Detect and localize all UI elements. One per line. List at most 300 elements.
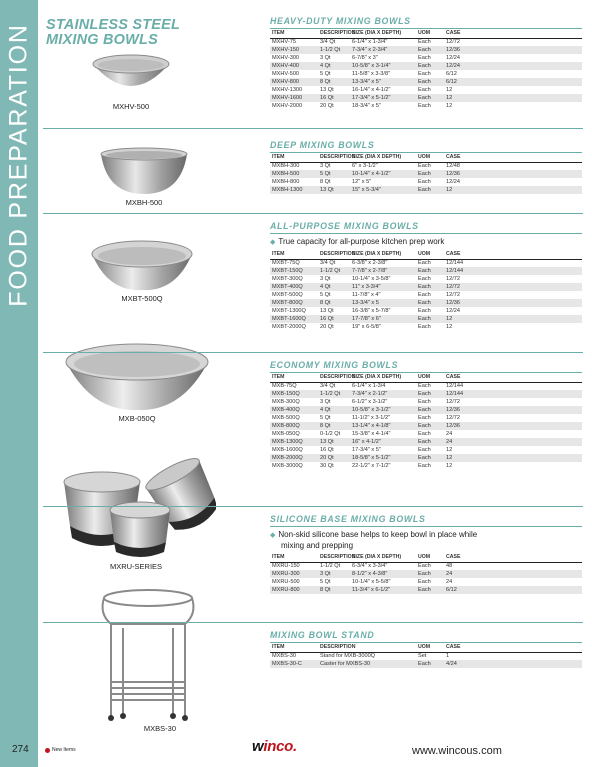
column-header: UOM	[416, 643, 444, 652]
column-header: CASE	[444, 643, 474, 652]
table-row	[270, 562, 582, 570]
column-header: DESCRIPTION	[318, 643, 414, 652]
table-cell: 13 Qt	[320, 87, 334, 93]
section-title: SILICONE BASE MIXING BOWLS	[270, 514, 582, 527]
table-body	[270, 382, 582, 470]
column-header: DESCRIPTION	[320, 30, 356, 37]
table-cell: 1	[446, 653, 450, 660]
section-note	[270, 527, 582, 553]
table-cell: Each	[416, 422, 444, 430]
table-cell: 12/36	[444, 422, 474, 430]
table-cell: MXBT-1600Q	[270, 315, 318, 323]
table-row	[270, 170, 582, 178]
table-cell: 12	[444, 186, 474, 194]
section-note-text: mixing and prepping	[281, 541, 354, 550]
table-cell: MXB-500Q	[272, 415, 300, 421]
table-cell: MXB-2000Q	[270, 454, 318, 462]
table-cell: MXHV-150	[270, 46, 318, 54]
table-cell: MXBT-75Q	[272, 260, 300, 267]
table-row	[270, 454, 582, 462]
table-row	[270, 382, 582, 390]
table-cell: MXHV-1300	[272, 87, 303, 93]
table-cell: 10-1/4" x 3-5/8"	[352, 276, 391, 282]
table-cell: Each	[418, 71, 431, 77]
table-cell: 48	[446, 563, 453, 570]
table-cell: Each	[416, 62, 444, 70]
table-cell: 12/72	[446, 399, 460, 405]
table-row	[270, 390, 582, 398]
table-row	[270, 462, 582, 470]
diamond-bullet-icon: ◆	[270, 532, 276, 539]
table-cell: 12/48	[446, 163, 460, 170]
table-cell: 16-1/4" x 4-1/2"	[352, 87, 391, 93]
table-cell: Each	[418, 463, 431, 469]
table-row	[270, 70, 582, 78]
table-cell: Caster for MXBS-30	[318, 660, 414, 668]
table-row	[270, 38, 582, 46]
table-cell: 30 Qt	[320, 463, 334, 469]
table-row	[270, 398, 582, 406]
spec-table	[270, 553, 582, 594]
table-cell: Each	[416, 315, 444, 323]
table-cell: 11" x 3-3/4"	[350, 283, 416, 291]
table-cell: MXB-150Q	[270, 390, 318, 398]
table-cell: 17-3/4" x 5-1/2"	[350, 94, 416, 102]
product-mxbs-30	[92, 584, 204, 733]
new-items-legend	[45, 747, 76, 753]
table-cell: Each	[418, 292, 431, 298]
column-header: ITEM	[270, 373, 318, 382]
table-cell: 12/36	[444, 299, 474, 307]
table-cell: 10-1/4" x 5-5/8"	[352, 579, 391, 585]
table-cell: 4 Qt	[318, 406, 350, 414]
table-cell: 15" x 5-3/4"	[350, 186, 416, 194]
table-cell: 8 Qt	[318, 586, 350, 594]
table-cell: 12/72	[446, 39, 460, 46]
table-cell: Each	[416, 438, 444, 446]
bowl-image-icon	[62, 340, 212, 412]
table-cell: 13 Qt	[318, 438, 350, 446]
table-cell: 10-1/4" x 4-1/2"	[350, 170, 416, 178]
column-header: DESCRIPTION	[320, 374, 356, 381]
table-cell: MXHV-500	[272, 71, 300, 77]
table-cell: 12/72	[444, 283, 474, 291]
table-cell: 0-1/2 Qt	[320, 431, 341, 437]
product-label: MXBT-500Q	[121, 294, 163, 303]
table-cell: 1-1/2 Qt	[320, 563, 341, 570]
table-row	[270, 275, 582, 283]
table-cell: 12/144	[444, 390, 474, 398]
table-cell: 16-3/8" x 5-7/8"	[352, 308, 391, 314]
column-header: CASE	[444, 250, 474, 259]
product-label: MXBS-30	[143, 724, 176, 733]
table-cell: 16 Qt	[318, 94, 350, 102]
section-title: ALL-PURPOSE MIXING BOWLS	[270, 221, 582, 234]
table-body	[270, 162, 582, 194]
table-row	[270, 162, 582, 170]
table-cell: 3 Qt	[320, 55, 331, 61]
section-divider	[43, 128, 583, 129]
column-header: DESCRIPTION	[320, 251, 356, 258]
table-cell: 16" x 4-1/2"	[350, 438, 416, 446]
spec-table	[270, 643, 582, 668]
table-cell: Each	[418, 415, 431, 421]
section-note-text: Non-skid silicone base helps to keep bowl in place while	[278, 530, 478, 539]
table-cell: 12/144	[446, 383, 464, 390]
table-cell: 4 Qt	[318, 62, 350, 70]
table-cell: 8-1/2" x 4-3/8"	[350, 570, 416, 578]
table-row	[270, 406, 582, 414]
table-cell: Each	[416, 406, 444, 414]
section-title: HEAVY-DUTY MIXING BOWLS	[270, 16, 582, 29]
table-cell: 12/144	[444, 267, 474, 275]
table-cell: 7-3/4" x 2-1/2"	[350, 390, 416, 398]
table-row	[270, 323, 582, 331]
new-item-dot-icon	[45, 748, 50, 753]
table-cell: MXBH-300	[272, 163, 300, 170]
table-cell: Each	[418, 324, 431, 330]
table-cell: 7-7/8" x 2-7/8"	[350, 267, 416, 275]
table-cell: 18-3/4" x 5"	[352, 103, 381, 109]
spec-table	[270, 29, 582, 110]
table-cell: 5 Qt	[320, 415, 331, 421]
table-cell: Each	[416, 660, 444, 668]
table-cell: 3 Qt	[320, 399, 331, 405]
table-cell: 3/4 Qt	[320, 383, 336, 390]
bowl-image-icon	[90, 52, 172, 100]
table-cell: Each	[418, 579, 431, 585]
table-cell: 7-3/4" x 2-3/4"	[350, 46, 416, 54]
section-title: ECONOMY MIXING BOWLS	[270, 360, 582, 373]
table-cell: 6/12	[446, 71, 457, 77]
table-cell: 11-5/8" x 3-3/8"	[352, 71, 391, 77]
table-cell: Each	[418, 431, 431, 437]
table-row	[270, 307, 582, 315]
table-header-row	[270, 153, 582, 162]
table-cell: MXBT-300Q	[272, 276, 303, 282]
page-title-line-1: STAINLESS STEEL	[46, 17, 181, 33]
table-cell: Each	[416, 186, 444, 194]
table-cell: 15-3/8" x 4-1/4"	[352, 431, 391, 437]
table-cell: 17-7/8" x 6"	[350, 315, 416, 323]
page-number: 274	[12, 744, 29, 755]
table-cell: Each	[416, 170, 444, 178]
table-cell: 5 Qt	[320, 579, 331, 585]
table-cell: 3 Qt	[320, 163, 331, 170]
table-cell: Each	[418, 103, 431, 109]
table-cell: Each	[416, 283, 444, 291]
table-row	[270, 186, 582, 194]
table-cell: 19" x 6-5/8"	[352, 324, 381, 330]
table-row	[270, 414, 582, 422]
website-link[interactable]: www.wincous.com	[412, 745, 502, 757]
column-header: CASE	[444, 373, 474, 382]
table-cell: 12	[446, 87, 453, 93]
table-cell: 12/24	[446, 179, 460, 185]
column-header: DESCRIPTION	[320, 154, 356, 161]
column-header: UOM	[416, 29, 444, 38]
sidebar-label: FOOD PREPARATION	[4, 23, 33, 307]
table-cell: MXB-1300Q	[270, 438, 318, 446]
table-row	[270, 54, 582, 62]
table-cell: 13 Qt	[320, 308, 334, 314]
table-cell: 1-1/2 Qt	[318, 390, 350, 398]
table-cell: 11-7/8" x 4"	[352, 292, 381, 298]
column-header: SIZE (DIA X DEPTH)	[350, 553, 416, 562]
column-header: CASE	[444, 29, 474, 38]
table-row	[270, 430, 582, 438]
table-cell: MXRU-300	[270, 570, 318, 578]
table-cell: 12	[446, 324, 453, 330]
product-mxbh-500	[96, 146, 192, 207]
table-cell: MXHV-300	[272, 55, 300, 61]
section-silicone-base	[270, 514, 582, 594]
table-cell: MXHV-400	[270, 62, 318, 70]
table-cell: 3/4 Qt	[320, 260, 336, 267]
table-cell: 16 Qt	[320, 447, 334, 453]
table-cell: 17-3/4" x 5"	[352, 447, 381, 453]
table-cell: 20 Qt	[320, 324, 334, 330]
table-cell: 1-1/2 Qt	[318, 267, 350, 275]
product-label: MXRU-SERIES	[109, 562, 163, 571]
table-cell: 6-7/8" x 3"	[352, 55, 378, 61]
column-header: SIZE (DIA X DEPTH)	[350, 153, 416, 162]
table-cell: MXB-1600Q	[272, 447, 303, 453]
table-cell: MXHV-800	[270, 78, 318, 86]
table-cell: 10-5/8" x 3-1/4"	[350, 62, 416, 70]
table-cell: MXBT-400Q	[270, 283, 318, 291]
table-header-row	[270, 373, 582, 382]
table-cell: 3 Qt	[318, 570, 350, 578]
table-cell: MXB-300Q	[272, 399, 300, 405]
section-title: DEEP MIXING BOWLS	[270, 140, 582, 153]
table-cell: MXB-75Q	[272, 383, 297, 390]
table-cell: 20 Qt	[320, 103, 334, 109]
table-cell: 12/24	[446, 55, 460, 61]
table-cell: MXRU-150	[272, 563, 300, 570]
table-cell: MXBS-30-C	[270, 660, 318, 668]
column-header: CASE	[444, 553, 474, 562]
column-header: ITEM	[270, 643, 318, 652]
bowl-image-icon	[88, 238, 196, 292]
table-header-row	[270, 250, 582, 259]
table-cell: Stand for MXB-3000Q	[320, 653, 376, 660]
table-header-row	[270, 29, 582, 38]
table-cell: MXRU-500	[272, 579, 300, 585]
table-cell: MXBT-1300Q	[272, 308, 306, 314]
table-cell: 12	[444, 94, 474, 102]
column-header: CASE	[444, 153, 474, 162]
table-cell: 6/12	[444, 78, 474, 86]
sidebar	[0, 0, 38, 767]
table-cell: 12/72	[446, 415, 460, 421]
table-row	[270, 62, 582, 70]
column-header: ITEM	[270, 553, 318, 562]
table-cell: MXBT-500Q	[272, 292, 303, 298]
table-cell: 8 Qt	[318, 78, 350, 86]
table-cell: 13-3/4" x 5	[350, 299, 416, 307]
table-cell: MXBT-2000Q	[272, 324, 306, 330]
table-cell: MXRU-800	[270, 586, 318, 594]
table-cell: Each	[418, 276, 431, 282]
table-row	[270, 178, 582, 186]
page-title-line-2: MIXING BOWLS	[46, 32, 158, 48]
table-cell: MXBT-150Q	[270, 267, 318, 275]
section-stand	[270, 630, 582, 668]
table-row	[270, 102, 582, 110]
table-row	[270, 570, 582, 578]
table-cell: Each	[418, 563, 431, 570]
table-cell: MXB-400Q	[270, 406, 318, 414]
table-row	[270, 578, 582, 586]
product-label: MXBH-500	[125, 198, 163, 207]
table-cell: 12	[444, 315, 474, 323]
table-row	[270, 652, 582, 660]
table-cell: Each	[418, 87, 431, 93]
column-header: SIZE (DIA X DEPTH)	[350, 29, 416, 38]
table-cell: 22-1/2" x 7-1/2"	[352, 463, 391, 469]
section-divider	[43, 352, 583, 353]
column-header: ITEM	[270, 153, 318, 162]
table-cell: 20 Qt	[318, 454, 350, 462]
table-cell: 5 Qt	[318, 170, 350, 178]
product-mxru-series	[56, 452, 216, 571]
table-cell: 12" x 5"	[352, 179, 372, 185]
table-cell: 6-1/4" x 1-3/4	[352, 383, 386, 390]
table-cell: Set	[418, 653, 427, 660]
spec-table	[270, 250, 582, 331]
table-cell: 4/24	[444, 660, 474, 668]
table-cell: 6" x 3-1/2"	[352, 163, 378, 170]
table-cell: MXBH-800	[272, 179, 300, 185]
table-cell: 8 Qt	[320, 179, 331, 185]
table-cell: 24	[444, 570, 474, 578]
table-cell: 12	[446, 447, 453, 453]
table-cell: 3 Qt	[320, 276, 331, 282]
table-cell: Each	[416, 299, 444, 307]
table-row	[270, 267, 582, 275]
diamond-bullet-icon: ◆	[270, 239, 276, 246]
column-header: ITEM	[270, 250, 318, 259]
table-row	[270, 78, 582, 86]
product-mxhv-500	[86, 52, 176, 111]
table-cell: Each	[416, 390, 444, 398]
table-cell: 8 Qt	[318, 422, 350, 430]
table-cell: 5 Qt	[320, 71, 331, 77]
section-divider	[43, 506, 583, 507]
logo-w: w	[252, 738, 264, 755]
table-cell: Each	[416, 570, 444, 578]
logo-suffix: .	[293, 738, 297, 755]
column-header: UOM	[416, 553, 444, 562]
table-cell: 6-3/8" x 2-3/8"	[352, 260, 388, 267]
table-cell: Each	[418, 447, 431, 453]
section-title: MIXING BOWL STAND	[270, 630, 582, 643]
table-cell: 6/12	[444, 586, 474, 594]
new-items-label: New Items	[52, 747, 76, 753]
table-body	[270, 38, 582, 110]
table-row	[270, 259, 582, 267]
page-title	[46, 18, 180, 48]
table-cell: MXB-800Q	[270, 422, 318, 430]
table-cell: 12/72	[446, 292, 460, 298]
section-note	[270, 234, 582, 250]
table-row	[270, 94, 582, 102]
table-cell: 12/36	[444, 170, 474, 178]
table-header-row	[270, 643, 582, 652]
table-cell: Each	[416, 586, 444, 594]
table-cell: 6-1/4" x 1-3/4"	[352, 39, 388, 46]
column-header: UOM	[416, 250, 444, 259]
table-cell: MXB-3000Q	[272, 463, 303, 469]
table-cell: 16 Qt	[318, 315, 350, 323]
spec-table	[270, 373, 582, 470]
table-cell: 12/144	[446, 260, 464, 267]
table-cell: 6-1/2" x 3-1/2"	[352, 399, 388, 405]
table-cell: MXB-050Q	[272, 431, 300, 437]
column-header: UOM	[416, 373, 444, 382]
table-cell: 24	[446, 579, 453, 585]
table-row	[270, 446, 582, 454]
winco-logo	[252, 738, 297, 755]
table-cell: 11-3/4" x 6-1/2"	[350, 586, 416, 594]
table-cell: 12	[446, 103, 453, 109]
column-header: ITEM	[270, 29, 318, 38]
table-cell: 5 Qt	[320, 292, 331, 298]
table-row	[270, 422, 582, 430]
table-cell: Each	[418, 39, 431, 46]
bowl-image-icon	[97, 146, 191, 196]
table-cell: Each	[416, 454, 444, 462]
table-cell: Each	[416, 94, 444, 102]
table-body	[270, 652, 582, 668]
stand-image-icon	[93, 584, 203, 722]
table-body	[270, 259, 582, 331]
table-cell: MXBH-500	[270, 170, 318, 178]
section-divider	[43, 622, 583, 623]
table-cell: 12	[446, 463, 453, 469]
table-cell: 1-1/2 Qt	[318, 46, 350, 54]
table-header-row	[270, 553, 582, 562]
logo-text: inco	[263, 738, 294, 755]
table-cell: Each	[418, 260, 431, 267]
table-cell: Each	[418, 55, 431, 61]
table-cell: 18-5/8" x 5-1/2"	[350, 454, 416, 462]
table-row	[270, 46, 582, 54]
product-label: MXHV-500	[112, 102, 150, 111]
table-cell: Each	[418, 179, 431, 185]
spec-table	[270, 153, 582, 194]
table-cell: 4 Qt	[318, 283, 350, 291]
table-cell: 13-3/4" x 5"	[350, 78, 416, 86]
table-row	[270, 86, 582, 94]
table-cell: 24	[444, 438, 474, 446]
table-cell: MXHV-75	[272, 39, 296, 46]
table-cell: 8 Qt	[318, 299, 350, 307]
product-label: MXB-050Q	[118, 414, 156, 423]
table-row	[270, 283, 582, 291]
table-cell: 12/36	[444, 46, 474, 54]
table-cell: MXHV-1600	[270, 94, 318, 102]
table-cell: 13-1/4" x 4-1/8"	[350, 422, 416, 430]
product-mxbt-500q	[86, 238, 198, 303]
table-cell: Each	[418, 399, 431, 405]
table-cell: Each	[418, 383, 431, 390]
table-cell: 13 Qt	[318, 186, 350, 194]
table-cell: 10-5/8" x 3-1/2"	[350, 406, 416, 414]
column-header: SIZE (DIA X DEPTH)	[350, 250, 416, 259]
table-cell: 12	[444, 454, 474, 462]
